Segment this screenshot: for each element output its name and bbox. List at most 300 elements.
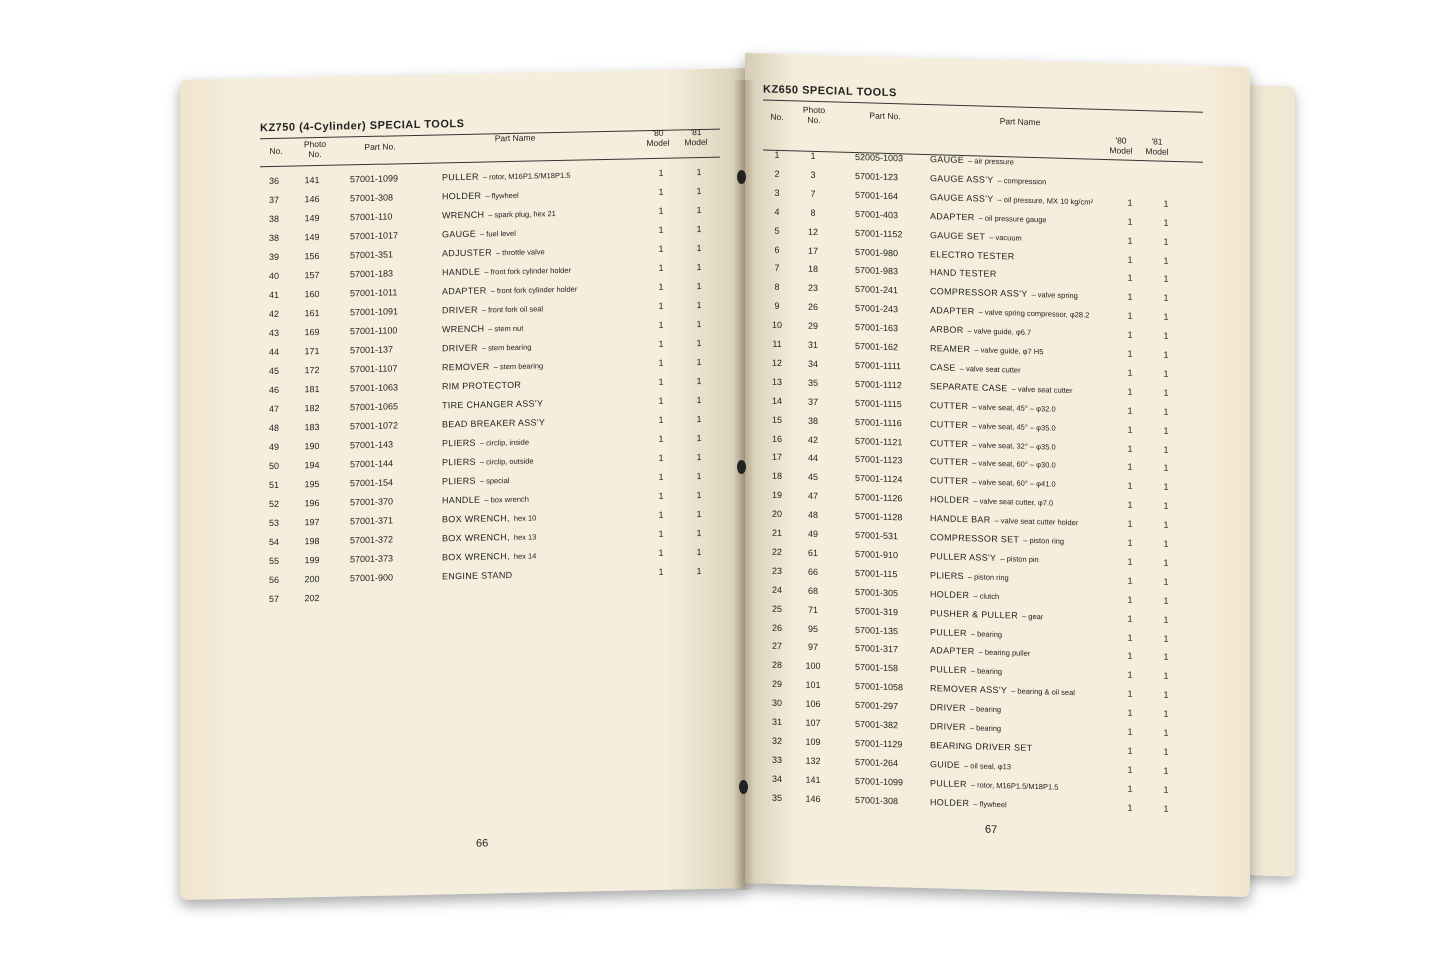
cell-photo: 7 bbox=[810, 188, 816, 199]
cell-part: 57001-158 bbox=[855, 662, 899, 674]
cell-name: GAUGE bbox=[442, 228, 477, 240]
cell-desc: – stem bearing bbox=[481, 342, 532, 353]
cell-name: PLIERS bbox=[442, 456, 476, 468]
cell-no: 15 bbox=[771, 414, 782, 425]
cell-no: 4 bbox=[774, 206, 780, 217]
cell-m80: 1 bbox=[658, 281, 664, 292]
cell-no: 53 bbox=[268, 517, 279, 529]
cell-desc: – front fork cylinder holder bbox=[484, 265, 572, 277]
cell-photo: 200 bbox=[304, 573, 320, 585]
cell-desc: hex 14 bbox=[513, 551, 537, 561]
cell-photo: 29 bbox=[807, 320, 818, 332]
cell-part: 57001-1128 bbox=[855, 511, 903, 523]
cell-no: 23 bbox=[771, 565, 782, 576]
cell-m80: 1 bbox=[1127, 310, 1133, 321]
cell-part: 57001-243 bbox=[855, 303, 899, 315]
cell-part: 57001-137 bbox=[350, 344, 394, 356]
cell-name: PULLER bbox=[930, 664, 967, 676]
cell-no: 46 bbox=[268, 384, 279, 396]
cell-no: 38 bbox=[268, 232, 279, 244]
cell-photo: 49 bbox=[807, 528, 818, 539]
cell-m80: 1 bbox=[1127, 688, 1133, 699]
cell-m81: 1 bbox=[696, 242, 702, 254]
cell-desc: – vacuum bbox=[989, 232, 1022, 243]
cell-part: 57001-351 bbox=[350, 249, 394, 261]
cell-no: 37 bbox=[268, 194, 279, 206]
cell-m81: 1 bbox=[1163, 236, 1169, 247]
cell-photo: 34 bbox=[807, 358, 818, 369]
cell-name: PLIERS bbox=[442, 437, 476, 449]
cell-part: 57001-1099 bbox=[855, 775, 904, 788]
cell-name: BOX WRENCH, bbox=[442, 551, 510, 563]
cell-photo: 160 bbox=[304, 288, 320, 300]
cell-m80: 1 bbox=[658, 395, 664, 406]
cell-part: 57001-980 bbox=[855, 246, 899, 258]
cell-name: COMPRESSOR ASS'Y bbox=[930, 286, 1028, 300]
cell-no: 26 bbox=[771, 622, 782, 633]
cell-m81: 1 bbox=[1163, 425, 1169, 436]
cell-m81: 1 bbox=[696, 337, 702, 349]
cell-part: 57001-1100 bbox=[350, 325, 398, 337]
cell-part: 57001-531 bbox=[855, 530, 899, 542]
cell-name: HOLDER bbox=[930, 494, 970, 506]
cell-m81: 1 bbox=[1163, 670, 1169, 682]
cell-desc: – bearing bbox=[969, 704, 1002, 715]
cell-m81: 1 bbox=[1163, 519, 1169, 530]
cell-part: 57001-162 bbox=[855, 341, 899, 353]
cell-name: HANDLE bbox=[442, 266, 481, 278]
cell-m81: 1 bbox=[1163, 652, 1169, 663]
cell-photo: 146 bbox=[805, 793, 821, 804]
cell-photo: 61 bbox=[807, 547, 818, 558]
cell-m80: 1 bbox=[658, 319, 664, 330]
right-head-no: No. bbox=[770, 111, 784, 123]
cell-part: 57001-308 bbox=[350, 192, 394, 204]
cell-m81: 1 bbox=[1163, 463, 1169, 474]
cell-name: ADAPTER bbox=[930, 305, 975, 317]
cell-desc: – bearing bbox=[970, 628, 1003, 639]
cell-desc: – valve seat cutter bbox=[959, 363, 1021, 375]
cell-no: 41 bbox=[268, 289, 279, 301]
cell-no: 31 bbox=[771, 716, 782, 727]
cell-no: 48 bbox=[268, 422, 279, 434]
cell-desc: – piston ring bbox=[967, 571, 1009, 583]
cell-no: 24 bbox=[771, 584, 782, 595]
cell-desc: – special bbox=[479, 476, 510, 486]
cell-part: 57001-373 bbox=[350, 553, 394, 565]
cell-desc: – bearing bbox=[970, 666, 1003, 677]
cell-no: 47 bbox=[268, 403, 279, 415]
cell-name: HOLDER bbox=[442, 190, 482, 202]
cell-part: 57001-115 bbox=[855, 567, 898, 580]
cell-name: PULLER bbox=[442, 171, 479, 183]
cell-no: 44 bbox=[268, 346, 279, 358]
cell-desc: – throttle valve bbox=[495, 247, 545, 258]
cell-part: 57001-403 bbox=[855, 208, 899, 220]
cell-part: 57001-1099 bbox=[350, 173, 399, 185]
right-page-number: 67 bbox=[985, 823, 998, 836]
cell-m81: 1 bbox=[696, 223, 702, 235]
left-page-number: 66 bbox=[476, 837, 489, 850]
cell-photo: 12 bbox=[807, 226, 818, 237]
left-head-name: Part Name bbox=[494, 132, 536, 144]
cell-m81: 1 bbox=[1163, 746, 1169, 757]
cell-part: 57001-164 bbox=[855, 189, 899, 202]
cell-m81: 1 bbox=[696, 451, 702, 463]
cell-desc: – stem nut bbox=[488, 323, 524, 334]
cell-name: REAMER bbox=[930, 343, 971, 355]
cell-name: CASE bbox=[930, 362, 956, 373]
cell-m81: 1 bbox=[1163, 538, 1169, 549]
cell-photo: 26 bbox=[807, 301, 818, 313]
cell-photo: 109 bbox=[805, 736, 821, 747]
cell-photo: 68 bbox=[807, 585, 818, 596]
cell-name: BOX WRENCH, bbox=[442, 532, 510, 544]
cell-m80: 1 bbox=[1127, 462, 1133, 473]
cell-photo: 181 bbox=[304, 383, 320, 395]
cell-no: 19 bbox=[771, 489, 782, 501]
cell-desc: – valve spring compressor, φ28.2 bbox=[978, 307, 1090, 320]
cell-name: SEPARATE CASE bbox=[930, 380, 1008, 394]
cell-photo: 35 bbox=[807, 377, 818, 388]
cell-name: PLIERS bbox=[442, 475, 476, 487]
cell-m81: 1 bbox=[1163, 595, 1169, 606]
cell-m81: 1 bbox=[1163, 444, 1169, 455]
cell-part: 57001-1126 bbox=[855, 492, 903, 504]
cell-name: GAUGE ASS'Y bbox=[930, 191, 994, 204]
cell-no: 8 bbox=[774, 282, 780, 293]
cell-no: 10 bbox=[771, 319, 782, 331]
cell-photo: 149 bbox=[304, 231, 320, 243]
left-page bbox=[180, 68, 745, 900]
cell-no: 11 bbox=[772, 338, 782, 349]
cell-part: 57001-1065 bbox=[350, 401, 399, 413]
cell-desc: – valve seat, 32° – φ35.0 bbox=[972, 439, 1056, 452]
cell-part: 57001-1112 bbox=[855, 378, 902, 391]
cell-no: 13 bbox=[771, 376, 782, 387]
cell-desc: – front fork cylinder holder bbox=[490, 284, 578, 296]
cell-m81: 1 bbox=[696, 356, 702, 368]
cell-m81: 1 bbox=[1163, 727, 1169, 738]
cell-m81: 1 bbox=[1163, 803, 1169, 814]
cell-desc: – valve guide, φ7 H5 bbox=[974, 345, 1044, 357]
cell-m80: 1 bbox=[658, 471, 664, 482]
cell-no: 57 bbox=[268, 593, 279, 605]
cell-no: 55 bbox=[268, 555, 279, 567]
cell-name: ADAPTER bbox=[930, 210, 975, 223]
cell-no: 20 bbox=[771, 508, 782, 520]
cell-photo: 183 bbox=[304, 421, 320, 433]
cell-part-name bbox=[442, 168, 662, 183]
cell-m80: 1 bbox=[658, 243, 664, 254]
cell-m81: 1 bbox=[1163, 387, 1169, 398]
cell-desc: – oil seal, φ13 bbox=[964, 760, 1011, 772]
cell-name: HANDLE bbox=[442, 494, 481, 506]
cell-m80: 1 bbox=[1127, 386, 1133, 397]
cell-name: WRENCH bbox=[442, 323, 485, 335]
cell-m80: 1 bbox=[1127, 405, 1133, 416]
cell-no: 49 bbox=[268, 441, 279, 453]
cell-no: 17 bbox=[771, 452, 782, 463]
cell-desc: – spark plug, hex 21 bbox=[488, 209, 556, 220]
cell-name: HAND TESTER bbox=[930, 267, 997, 280]
cell-photo: 95 bbox=[807, 623, 818, 634]
cell-part: 57001-900 bbox=[350, 572, 394, 584]
cell-m80: 1 bbox=[1127, 707, 1133, 718]
cell-desc: – piston ring bbox=[1023, 535, 1065, 546]
cell-name: ADJUSTER bbox=[442, 247, 492, 259]
cell-photo: 198 bbox=[304, 535, 320, 547]
cell-m80: 1 bbox=[658, 262, 664, 273]
cell-m80: 1 bbox=[658, 528, 664, 539]
cell-name: ELECTRO TESTER bbox=[930, 248, 1015, 261]
cell-desc: – rotor, M16P1.5/M18P1.5 bbox=[482, 170, 571, 182]
left-page-title: KZ750 (4-Cylinder) SPECIAL TOOLS bbox=[260, 117, 465, 135]
cell-desc: – fuel level bbox=[480, 228, 516, 239]
cell-desc: – bearing puller bbox=[978, 647, 1031, 659]
cell-name: BEAD BREAKER ASS'Y bbox=[442, 417, 546, 430]
cell-m80: 1 bbox=[1127, 669, 1133, 681]
cell-photo: 47 bbox=[807, 490, 818, 502]
cell-part: 57001-308 bbox=[855, 794, 899, 806]
cell-desc: – front fork oil seal bbox=[481, 304, 544, 315]
right-head-part: Part No. bbox=[869, 110, 901, 122]
cell-no: 52 bbox=[268, 498, 279, 510]
cell-no: 42 bbox=[268, 308, 279, 320]
cell-m80: 1 bbox=[1127, 783, 1133, 794]
cell-desc: – bearing bbox=[969, 723, 1002, 734]
cell-m81: 1 bbox=[1163, 765, 1169, 776]
cell-photo: 17 bbox=[807, 245, 818, 256]
cell-photo: 157 bbox=[304, 269, 320, 281]
cell-m80: 1 bbox=[658, 566, 664, 577]
cell-part: 57001-1111 bbox=[855, 359, 902, 372]
cell-part: 57001-372 bbox=[350, 534, 394, 546]
cell-photo: 38 bbox=[807, 415, 818, 426]
cell-m81: 1 bbox=[1163, 368, 1169, 379]
cell-part: 57001-1072 bbox=[350, 420, 399, 432]
cell-m80: 1 bbox=[658, 205, 664, 216]
cell-part: 57001-1123 bbox=[855, 454, 903, 466]
cell-photo: 106 bbox=[805, 698, 821, 710]
cell-desc: – box wrench bbox=[484, 494, 529, 505]
cell-desc: – clutch bbox=[973, 591, 1000, 601]
cell-m80: 1 bbox=[1127, 537, 1133, 548]
cell-m80: 1 bbox=[1127, 651, 1133, 662]
cell-m80: 1 bbox=[1127, 499, 1133, 510]
cell-m80: 1 bbox=[658, 357, 664, 368]
cell-m80: 1 bbox=[1127, 348, 1133, 359]
cell-no: 51 bbox=[268, 479, 279, 491]
cell-name: CUTTER bbox=[930, 437, 969, 449]
cell-desc: – air pressure bbox=[968, 156, 1014, 167]
cell-no: 1 bbox=[774, 149, 780, 160]
cell-name: ADAPTER bbox=[930, 645, 975, 657]
cell-part: 57001-1063 bbox=[350, 382, 399, 394]
cell-photo: 161 bbox=[304, 307, 320, 319]
cell-m81: 1 bbox=[696, 299, 702, 311]
cell-m80: 1 bbox=[1127, 329, 1133, 340]
cell-desc: – gear bbox=[1022, 611, 1044, 621]
cell-no: 14 bbox=[771, 395, 782, 406]
cell-m80: 1 bbox=[1127, 594, 1133, 605]
cell-m80: 1 bbox=[658, 509, 664, 520]
cell-photo: 156 bbox=[304, 250, 320, 262]
cell-m80: 1 bbox=[1127, 424, 1133, 435]
cell-part: 57001-1152 bbox=[855, 227, 903, 239]
cell-part: 57001-910 bbox=[855, 548, 899, 561]
cell-part: 57001-983 bbox=[855, 265, 899, 277]
cell-name: DRIVER bbox=[442, 342, 478, 354]
right-head-m80: '80 Model bbox=[1109, 135, 1133, 156]
cell-part: 57001-1017 bbox=[350, 230, 399, 242]
cell-name: GAUGE ASS'Y bbox=[930, 173, 994, 185]
cell-part: 57001-1116 bbox=[855, 416, 902, 428]
cell-no: 28 bbox=[771, 659, 782, 671]
cell-desc: – valve seat, 60° – φ30.0 bbox=[972, 458, 1056, 471]
cell-no: 30 bbox=[771, 697, 782, 709]
cell-no: 12 bbox=[771, 357, 782, 368]
cell-photo: 8 bbox=[810, 207, 816, 218]
cell-m80: 1 bbox=[1127, 745, 1133, 756]
cell-no: 36 bbox=[268, 175, 279, 187]
cell-part: 57001-1058 bbox=[855, 681, 904, 693]
cell-photo: 194 bbox=[304, 459, 320, 471]
cell-photo: 31 bbox=[807, 339, 818, 350]
cell-m81: 1 bbox=[696, 508, 702, 520]
cell-name: ADAPTER bbox=[442, 285, 487, 297]
cell-photo: 44 bbox=[807, 453, 818, 464]
cell-m81: 1 bbox=[696, 185, 702, 197]
cell-part: 57001-135 bbox=[855, 624, 899, 636]
cell-m81: 1 bbox=[1163, 500, 1169, 511]
cell-photo: 171 bbox=[304, 345, 320, 357]
cell-desc: hex 10 bbox=[513, 513, 537, 523]
cell-part: 57001-382 bbox=[855, 719, 899, 731]
cell-no: 2 bbox=[774, 168, 780, 179]
cell-m81: 1 bbox=[1163, 614, 1169, 625]
cell-desc: – valve seat cutter, φ7.0 bbox=[973, 496, 1054, 508]
cell-m81: 1 bbox=[696, 470, 702, 482]
cell-m81: 1 bbox=[1163, 708, 1169, 719]
cell-name: HOLDER bbox=[930, 796, 970, 808]
cell-no: 50 bbox=[268, 460, 279, 472]
cell-part: 57001-264 bbox=[855, 756, 899, 769]
cell-m80: 1 bbox=[1127, 480, 1133, 492]
cell-no: 43 bbox=[268, 327, 279, 339]
right-parts-table bbox=[765, 150, 1205, 822]
cell-m80: 1 bbox=[658, 338, 664, 349]
cell-photo: 71 bbox=[807, 604, 818, 615]
cell-photo: 141 bbox=[805, 774, 821, 785]
cell-part: 57001-371 bbox=[350, 515, 394, 527]
cell-desc: – valve seat, 45° – φ32.0 bbox=[972, 401, 1056, 414]
cell-desc: – stem bearing bbox=[493, 361, 544, 372]
cell-part: 57001-1091 bbox=[350, 306, 399, 318]
cell-m80: 1 bbox=[1127, 613, 1133, 624]
cell-no: 27 bbox=[771, 641, 782, 652]
cell-m81: 1 bbox=[696, 394, 702, 406]
cell-photo: 42 bbox=[807, 434, 818, 445]
cell-part: 57001-183 bbox=[350, 268, 394, 280]
cell-no: 7 bbox=[774, 263, 780, 274]
cell-name: GAUGE bbox=[930, 154, 965, 166]
cell-m80: 1 bbox=[658, 186, 664, 197]
cell-no: 5 bbox=[774, 225, 780, 236]
cell-name: CUTTER bbox=[930, 418, 969, 430]
cell-no: 33 bbox=[771, 754, 782, 765]
cell-part: 57001-297 bbox=[855, 700, 899, 712]
cell-part: 57001-154 bbox=[350, 477, 394, 489]
cell-no: 34 bbox=[771, 773, 782, 784]
cell-no: 16 bbox=[771, 433, 782, 444]
cell-m80: 1 bbox=[658, 547, 664, 558]
left-head-photo: Photo No. bbox=[303, 138, 327, 160]
cell-photo: 195 bbox=[304, 478, 320, 490]
cell-m80: 1 bbox=[658, 433, 664, 444]
cell-no: 39 bbox=[268, 251, 279, 263]
cell-m81: 1 bbox=[1163, 330, 1169, 341]
cell-part: 57001-317 bbox=[855, 643, 899, 655]
cell-part-name bbox=[930, 154, 1150, 170]
cell-name: DRIVER bbox=[930, 721, 966, 733]
cell-name: PULLER bbox=[930, 777, 967, 789]
cell-photo: 149 bbox=[304, 212, 320, 224]
left-head-no: No. bbox=[269, 145, 283, 157]
cell-desc: – circlip, outside bbox=[479, 456, 534, 467]
cell-m81: 1 bbox=[696, 432, 702, 444]
cell-no: 40 bbox=[268, 270, 279, 282]
cell-no: 38 bbox=[268, 213, 279, 225]
cell-photo: 182 bbox=[304, 402, 320, 414]
left-head-part: Part No. bbox=[364, 141, 396, 153]
cell-desc: – valve spring bbox=[1031, 290, 1078, 301]
cell-no: 22 bbox=[771, 546, 782, 557]
cell-m80: 1 bbox=[658, 414, 664, 425]
cell-desc: – valve seat, 60° – φ41.0 bbox=[972, 477, 1056, 489]
cell-m80: 1 bbox=[1127, 518, 1133, 529]
cell-m81: 1 bbox=[696, 413, 702, 425]
cell-photo: 37 bbox=[807, 396, 818, 407]
cell-m80: 1 bbox=[1127, 802, 1133, 813]
cell-desc: – circlip, inside bbox=[479, 437, 530, 448]
cell-desc: – oil pressure, MX 10 kg/cm² bbox=[997, 194, 1093, 207]
cell-name: HOLDER bbox=[930, 588, 970, 600]
binding-hole bbox=[737, 460, 746, 474]
right-head-name: Part Name bbox=[999, 116, 1041, 128]
cell-name: PULLER bbox=[930, 626, 967, 638]
cell-name: CUTTER bbox=[930, 456, 969, 468]
binding-hole bbox=[739, 780, 748, 794]
cell-m81: 1 bbox=[1163, 292, 1169, 304]
binding-hole bbox=[737, 170, 746, 184]
cell-no: 32 bbox=[771, 735, 782, 746]
cell-m80: 1 bbox=[1127, 575, 1133, 586]
cell-m81: 1 bbox=[696, 489, 702, 501]
cell-photo: 97 bbox=[807, 642, 818, 653]
cell-m81: 1 bbox=[1163, 217, 1169, 228]
cell-m80: 1 bbox=[658, 376, 664, 387]
cell-desc: – valve seat, 45° – φ35.0 bbox=[972, 420, 1056, 433]
cell-m81: 1 bbox=[696, 546, 702, 558]
cell-m80: 1 bbox=[1127, 254, 1133, 265]
cell-m81: 1 bbox=[1163, 576, 1169, 587]
cell-photo: 66 bbox=[807, 566, 818, 577]
cell-m80: 1 bbox=[1127, 216, 1133, 227]
cell-no: 35 bbox=[771, 792, 782, 803]
cell-m81: 1 bbox=[696, 166, 702, 178]
cell-part: 57001-1121 bbox=[855, 435, 903, 447]
